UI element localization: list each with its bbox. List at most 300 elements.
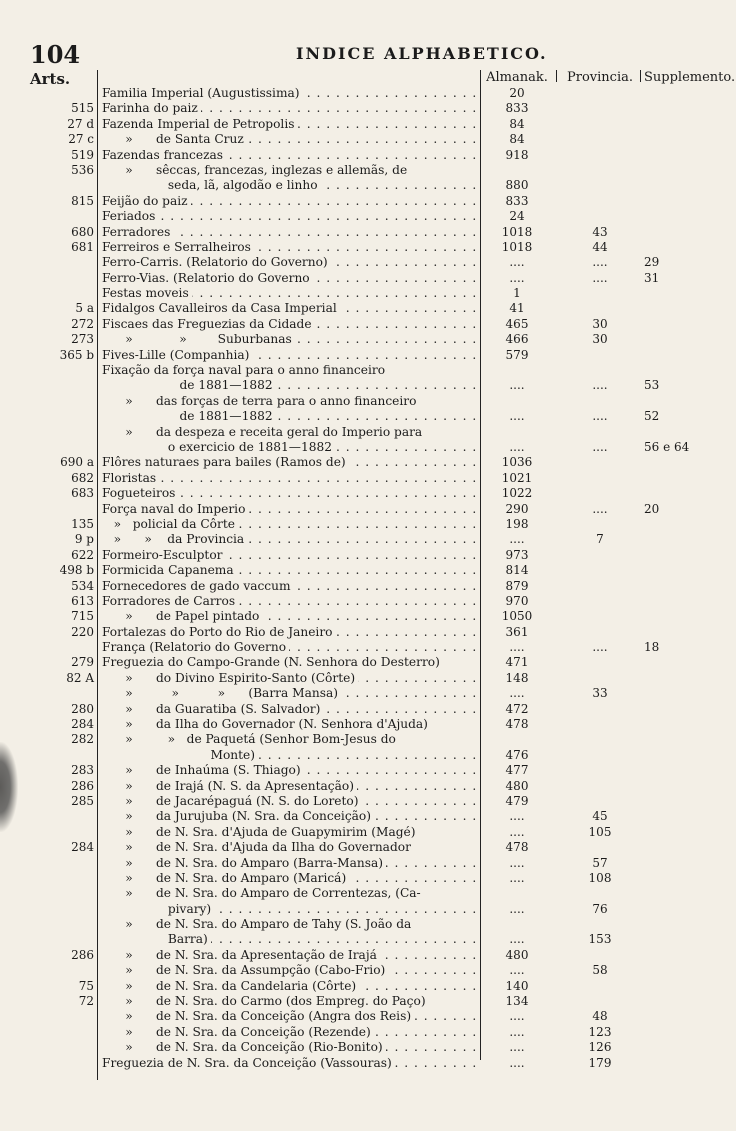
entry-text bbox=[102, 717, 478, 732]
supplemento-page: 31 bbox=[644, 270, 660, 285]
entry-text bbox=[102, 363, 478, 378]
entry-text bbox=[102, 471, 478, 486]
entry-text bbox=[102, 1056, 478, 1071]
entry-label: Ferreiros e Serralheiros bbox=[102, 240, 254, 254]
index-row bbox=[0, 732, 736, 747]
index-row bbox=[0, 1025, 736, 1040]
article-number: 622 bbox=[71, 547, 94, 562]
entry-text bbox=[102, 101, 478, 116]
entry-label: Ferradores bbox=[102, 225, 173, 239]
index-row bbox=[0, 702, 736, 717]
index-row bbox=[0, 763, 736, 778]
entry-label: » de N. Sra. do Carmo (dos Empreg. do Paço) bbox=[102, 994, 429, 1008]
index-row bbox=[0, 440, 736, 455]
index-row bbox=[0, 363, 736, 378]
entry-text bbox=[102, 763, 478, 778]
article-number: 284 bbox=[71, 840, 94, 855]
article-number: 283 bbox=[71, 763, 94, 778]
provincia-page: .... bbox=[592, 270, 608, 285]
entry-text bbox=[102, 886, 478, 901]
entry-label: » de N. Sra. do Amparo de Correntezas, (Ca- bbox=[102, 886, 424, 900]
entry-text bbox=[102, 425, 478, 440]
entry-label: » » Suburbanas bbox=[102, 332, 295, 346]
entry-text bbox=[102, 532, 478, 547]
entry-label: pivary) bbox=[102, 902, 214, 916]
entry-label: » da despeza e receita geral do Imperio para bbox=[102, 425, 425, 439]
page-number: 104 bbox=[30, 40, 81, 69]
entry-label: » de N. Sra. da Assumpção (Cabo-Frio) bbox=[102, 963, 388, 977]
almanak-page: 140 bbox=[505, 978, 529, 993]
supplemento-page: 56 e 64 bbox=[644, 439, 690, 454]
provincia-page: 45 bbox=[592, 809, 608, 824]
article-number: 220 bbox=[71, 624, 94, 639]
almanak-page: .... bbox=[509, 932, 525, 947]
entry-text bbox=[102, 902, 478, 917]
almanak-page: .... bbox=[509, 270, 525, 285]
almanak-page: 1050 bbox=[501, 609, 533, 624]
index-row bbox=[0, 856, 736, 871]
entry-label: » de N. Sra. da Apresentação de Irajá bbox=[102, 948, 380, 962]
almanak-page: .... bbox=[509, 1055, 525, 1070]
index-row bbox=[0, 640, 736, 655]
index-row bbox=[0, 748, 736, 763]
almanak-page: 1018 bbox=[501, 239, 533, 254]
article-number: 27 c bbox=[68, 132, 94, 147]
index-row bbox=[0, 671, 736, 686]
index-row bbox=[0, 471, 736, 486]
running-title: INDICE ALPHABETICO. bbox=[296, 44, 548, 63]
entry-text bbox=[102, 1009, 478, 1024]
index-row bbox=[0, 225, 736, 240]
entry-text bbox=[102, 502, 478, 517]
almanak-page: 1018 bbox=[501, 224, 533, 239]
article-number: 519 bbox=[71, 147, 94, 162]
article-number: 272 bbox=[71, 316, 94, 331]
entry-label: » de Inhaúma (S. Thiago) bbox=[102, 763, 304, 777]
entry-text bbox=[102, 378, 478, 393]
index-row bbox=[0, 240, 736, 255]
index-row bbox=[0, 86, 736, 101]
index-row bbox=[0, 394, 736, 409]
entry-text bbox=[102, 994, 478, 1009]
entry-label: » de N. Sra. da Candelaria (Côrte) bbox=[102, 979, 359, 993]
entry-text bbox=[102, 148, 478, 163]
almanak-page: 879 bbox=[505, 578, 529, 593]
index-row bbox=[0, 301, 736, 316]
provincia-page: .... bbox=[592, 378, 608, 393]
entry-text bbox=[102, 625, 478, 640]
entry-label: » de Santa Cruz bbox=[102, 132, 247, 146]
index-row bbox=[0, 579, 736, 594]
index-row bbox=[0, 271, 736, 286]
index-row bbox=[0, 317, 736, 332]
article-number: 27 d bbox=[67, 116, 94, 131]
entry-label: de 1881—1882 bbox=[102, 378, 276, 392]
almanak-page: 973 bbox=[505, 547, 529, 562]
entry-label: Feijão do paiz bbox=[102, 194, 191, 208]
almanak-page: 198 bbox=[505, 516, 529, 531]
entry-text bbox=[102, 1040, 478, 1055]
index-row bbox=[0, 148, 736, 163]
entry-text bbox=[102, 563, 478, 578]
entry-text bbox=[102, 871, 478, 886]
almanak-page: 290 bbox=[505, 501, 529, 516]
almanak-page: .... bbox=[509, 686, 525, 701]
index-row bbox=[0, 117, 736, 132]
entry-label: » de N. Sra. d'Ajuda da Ilha do Governador bbox=[102, 840, 414, 854]
entry-label: Fiscaes das Freguezias da Cidade bbox=[102, 317, 315, 331]
entry-text bbox=[102, 548, 478, 563]
column-header-provincia: Provincia. bbox=[567, 70, 633, 85]
almanak-page: 1021 bbox=[501, 470, 533, 485]
almanak-page: 466 bbox=[505, 332, 529, 347]
entry-label: » de N. Sra. d'Ajuda de Guapymirim (Magé) bbox=[102, 825, 418, 839]
almanak-page: .... bbox=[509, 1009, 525, 1024]
entry-text bbox=[102, 1025, 478, 1040]
entry-label: Formicida Capanema bbox=[102, 563, 237, 577]
index-row bbox=[0, 809, 736, 824]
provincia-page: 76 bbox=[592, 901, 608, 916]
supplemento-page: 18 bbox=[644, 640, 660, 655]
index-row bbox=[0, 871, 736, 886]
entry-text bbox=[102, 963, 478, 978]
almanak-page: 361 bbox=[505, 624, 529, 639]
article-number: 515 bbox=[71, 101, 94, 116]
provincia-page: 108 bbox=[588, 870, 612, 885]
entry-text bbox=[102, 809, 478, 824]
column-header-almanak: Almanak. bbox=[486, 70, 548, 85]
entry-label: » de Papel pintado bbox=[102, 609, 262, 623]
index-row bbox=[0, 178, 736, 193]
index-row bbox=[0, 378, 736, 393]
almanak-page: 465 bbox=[505, 316, 529, 331]
index-row bbox=[0, 502, 736, 517]
almanak-page: 1022 bbox=[501, 486, 533, 501]
entry-text bbox=[102, 286, 478, 301]
almanak-page: 478 bbox=[505, 717, 529, 732]
index-row bbox=[0, 348, 736, 363]
index-row bbox=[0, 1040, 736, 1055]
index-row bbox=[0, 625, 736, 640]
entry-label: » de Jacarépaguá (N. S. do Loreto) bbox=[102, 794, 362, 808]
index-row bbox=[0, 255, 736, 270]
entry-label: » de N. Sra. do Amparo de Tahy (S. João da bbox=[102, 917, 414, 931]
article-number: 715 bbox=[71, 609, 94, 624]
entry-text bbox=[102, 486, 478, 501]
entry-label: » de Irajá (N. S. da Apresentação) bbox=[102, 779, 357, 793]
index-row bbox=[0, 455, 736, 470]
article-number: 282 bbox=[71, 732, 94, 747]
entry-label: » sêccas, francezas, inglezas e allemãs, de bbox=[102, 163, 410, 177]
entry-label: Fives-Lille (Companhia) bbox=[102, 348, 252, 362]
entry-label: » » » (Barra Mansa) bbox=[102, 686, 341, 700]
provincia-page: .... bbox=[592, 409, 608, 424]
article-number: 273 bbox=[71, 332, 94, 347]
index-row bbox=[0, 994, 736, 1009]
entry-text bbox=[102, 655, 478, 670]
article-number: 5 a bbox=[75, 301, 94, 316]
entry-label: Freguezia do Campo-Grande (N. Senhora do Desterro) bbox=[102, 655, 443, 669]
entry-label: Formeiro-Esculptor bbox=[102, 548, 226, 562]
almanak-page: 20 bbox=[509, 86, 525, 100]
entry-label: » de N. Sra. da Conceição (Rio-Bonito) bbox=[102, 1040, 386, 1054]
provincia-page: .... bbox=[592, 439, 608, 454]
entry-label: » de N. Sra. da Conceição (Rezende) bbox=[102, 1025, 374, 1039]
entry-text bbox=[102, 748, 478, 763]
entry-label: seda, lã, algodão e linho bbox=[102, 178, 321, 192]
entry-label: Ferro-Vias. (Relatorio do Governo bbox=[102, 271, 313, 285]
supplemento-page: 52 bbox=[644, 409, 660, 424]
entry-label: Barra) bbox=[102, 932, 211, 946]
article-number: 365 b bbox=[59, 347, 94, 362]
index-row bbox=[0, 609, 736, 624]
almanak-page: 478 bbox=[505, 840, 529, 855]
entry-label: » de N. Sra. da Conceição (Angra dos Reis) bbox=[102, 1009, 414, 1023]
almanak-page: 579 bbox=[505, 347, 529, 362]
entry-label: » de N. Sra. do Amparo (Barra-Mansa) bbox=[102, 856, 386, 870]
entry-text bbox=[102, 609, 478, 624]
entry-text bbox=[102, 178, 478, 193]
provincia-page: 7 bbox=[596, 532, 604, 547]
index-row bbox=[0, 932, 736, 947]
almanak-page: 814 bbox=[505, 563, 529, 578]
article-number: 82 A bbox=[66, 670, 94, 685]
almanak-page: .... bbox=[509, 439, 525, 454]
column-rule-almanak bbox=[556, 70, 557, 82]
entry-text bbox=[102, 440, 478, 455]
entry-label: o exercicio de 1881—1882 bbox=[102, 440, 335, 454]
article-number: 285 bbox=[71, 793, 94, 808]
entry-text bbox=[102, 640, 478, 655]
index-row bbox=[0, 101, 736, 116]
entry-text bbox=[102, 225, 478, 240]
column-header-arts: Arts. bbox=[30, 70, 71, 88]
provincia-page: 126 bbox=[588, 1040, 612, 1055]
article-number: 815 bbox=[71, 193, 94, 208]
entry-text bbox=[102, 979, 478, 994]
entry-label: » de N. Sra. do Amparo (Maricá) bbox=[102, 871, 349, 885]
almanak-page: .... bbox=[509, 809, 525, 824]
provincia-page: 30 bbox=[592, 316, 608, 331]
almanak-page: .... bbox=[509, 1024, 525, 1039]
entry-text bbox=[102, 86, 478, 101]
article-number: 72 bbox=[78, 994, 94, 1009]
almanak-page: 41 bbox=[509, 301, 525, 316]
entry-label: Familia Imperial (Augustissima) bbox=[102, 86, 303, 100]
entry-text bbox=[102, 409, 478, 424]
entry-label: Fogueteiros bbox=[102, 486, 178, 500]
index-row bbox=[0, 532, 736, 547]
entry-text bbox=[102, 686, 478, 701]
entry-label: » » de Paquetá (Senhor Bom-Jesus do bbox=[102, 732, 399, 746]
almanak-page: .... bbox=[509, 855, 525, 870]
entry-label: » do Divino Espirito-Santo (Côrte) bbox=[102, 671, 358, 685]
index-row bbox=[0, 979, 736, 994]
entry-label: Fixação da força naval para o anno financeiro bbox=[102, 363, 388, 377]
provincia-page: .... bbox=[592, 640, 608, 655]
article-number: 690 a bbox=[60, 455, 94, 470]
article-number: 613 bbox=[71, 593, 94, 608]
index-row bbox=[0, 1056, 736, 1071]
index-row bbox=[0, 825, 736, 840]
provincia-page: 153 bbox=[588, 932, 612, 947]
article-number: 280 bbox=[71, 701, 94, 716]
entry-label: Fidalgos Cavalleiros da Casa Imperial bbox=[102, 301, 340, 315]
almanak-page: 833 bbox=[505, 101, 529, 116]
article-number: 681 bbox=[71, 239, 94, 254]
entry-text bbox=[102, 579, 478, 594]
article-number: 286 bbox=[71, 947, 94, 962]
entry-label: » » da Provincia bbox=[102, 532, 247, 546]
provincia-page: .... bbox=[592, 255, 608, 270]
almanak-page: 918 bbox=[505, 147, 529, 162]
entry-text bbox=[102, 455, 478, 470]
entry-label: » das forças de terra para o anno financeiro bbox=[102, 394, 419, 408]
entry-label: Floristas bbox=[102, 471, 159, 485]
supplemento-page: 20 bbox=[644, 501, 660, 516]
entry-label: Fornecedores de gado vaccum bbox=[102, 579, 294, 593]
almanak-page: 480 bbox=[505, 778, 529, 793]
almanak-page: 472 bbox=[505, 701, 529, 716]
entry-label: » da Ilha do Governador (N. Senhora d'Ajuda) bbox=[102, 717, 431, 731]
entry-label: Freguezia de N. Sra. da Conceição (Vassouras) bbox=[102, 1056, 395, 1070]
almanak-page: 1 bbox=[513, 286, 521, 301]
provincia-page: 48 bbox=[592, 1009, 608, 1024]
entry-label: Feriados bbox=[102, 209, 158, 223]
article-number: 75 bbox=[78, 978, 94, 993]
entry-text bbox=[102, 825, 478, 840]
entry-text bbox=[102, 671, 478, 686]
index-row bbox=[0, 209, 736, 224]
index-row bbox=[0, 963, 736, 978]
index-row bbox=[0, 563, 736, 578]
entry-text bbox=[102, 794, 478, 809]
provincia-page: 105 bbox=[588, 824, 612, 839]
entry-text bbox=[102, 856, 478, 871]
index-row bbox=[0, 194, 736, 209]
index-row bbox=[0, 779, 736, 794]
entry-label: » da Jurujuba (N. Sra. da Conceição) bbox=[102, 809, 374, 823]
entry-label: de 1881—1882 bbox=[102, 409, 276, 423]
index-row bbox=[0, 917, 736, 932]
almanak-page: .... bbox=[509, 1040, 525, 1055]
index-row bbox=[0, 548, 736, 563]
article-number: 680 bbox=[71, 224, 94, 239]
index-row bbox=[0, 409, 736, 424]
provincia-page: 30 bbox=[592, 332, 608, 347]
entry-label: » da Guaratiba (S. Salvador) bbox=[102, 702, 323, 716]
almanak-page: .... bbox=[509, 255, 525, 270]
entry-text bbox=[102, 271, 478, 286]
entry-label: Ferro-Carris. (Relatorio do Governo) bbox=[102, 255, 331, 269]
almanak-page: 880 bbox=[505, 178, 529, 193]
entry-label: Flôres naturaes para bailes (Ramos de) bbox=[102, 455, 349, 469]
almanak-page: 134 bbox=[505, 994, 529, 1009]
almanak-page: .... bbox=[509, 870, 525, 885]
entry-text bbox=[102, 348, 478, 363]
article-number: 284 bbox=[71, 717, 94, 732]
article-number: 498 b bbox=[59, 563, 94, 578]
index-row bbox=[0, 948, 736, 963]
entry-text bbox=[102, 702, 478, 717]
index-row bbox=[0, 332, 736, 347]
entry-text bbox=[102, 932, 478, 947]
entry-label: Fazendas francezas bbox=[102, 148, 226, 162]
index-row bbox=[0, 686, 736, 701]
almanak-page: 477 bbox=[505, 763, 529, 778]
entry-label: » policial da Côrte bbox=[102, 517, 238, 531]
almanak-page: .... bbox=[509, 824, 525, 839]
almanak-page: 1036 bbox=[501, 455, 533, 470]
provincia-page: 57 bbox=[592, 855, 608, 870]
article-number: 536 bbox=[71, 162, 94, 177]
binding-stain bbox=[0, 742, 18, 832]
index-row bbox=[0, 1009, 736, 1024]
almanak-page: .... bbox=[509, 640, 525, 655]
provincia-page: .... bbox=[592, 501, 608, 516]
almanak-page: 24 bbox=[509, 209, 525, 224]
entry-text bbox=[102, 301, 478, 316]
almanak-page: 471 bbox=[505, 655, 529, 670]
article-number: 9 p bbox=[74, 532, 94, 547]
entry-label: Forradores de Carros bbox=[102, 594, 238, 608]
supplemento-page: 53 bbox=[644, 378, 660, 393]
column-header-supplemento: Supplemento. bbox=[644, 70, 736, 85]
entry-text bbox=[102, 779, 478, 794]
column-rule-provincia bbox=[640, 70, 641, 82]
article-number: 135 bbox=[71, 516, 94, 531]
almanak-page: 833 bbox=[505, 193, 529, 208]
entry-label: Fazenda Imperial de Petropolis bbox=[102, 117, 297, 131]
index-row bbox=[0, 286, 736, 301]
index-row bbox=[0, 840, 736, 855]
almanak-page: 970 bbox=[505, 593, 529, 608]
index-row bbox=[0, 425, 736, 440]
entry-label: Festas moveis bbox=[102, 286, 192, 300]
index-row bbox=[0, 655, 736, 670]
entry-text bbox=[102, 394, 478, 409]
almanak-page: 148 bbox=[505, 670, 529, 685]
provincia-page: 58 bbox=[592, 963, 608, 978]
almanak-page: 476 bbox=[505, 747, 529, 762]
almanak-page: .... bbox=[509, 963, 525, 978]
article-number: 534 bbox=[71, 578, 94, 593]
entry-text bbox=[102, 240, 478, 255]
entry-text bbox=[102, 194, 478, 209]
provincia-page: 123 bbox=[588, 1024, 612, 1039]
almanak-page: .... bbox=[509, 901, 525, 916]
entry-text bbox=[102, 317, 478, 332]
entry-label: Força naval do Imperio bbox=[102, 502, 248, 516]
entry-text bbox=[102, 732, 478, 747]
almanak-page: .... bbox=[509, 378, 525, 393]
entry-text bbox=[102, 594, 478, 609]
entry-text bbox=[102, 163, 478, 178]
entry-text bbox=[102, 332, 478, 347]
index-row bbox=[0, 594, 736, 609]
index-row bbox=[0, 163, 736, 178]
entry-label: Fortalezas do Porto do Rio de Janeiro bbox=[102, 625, 336, 639]
almanak-page: 479 bbox=[505, 793, 529, 808]
almanak-page: 84 bbox=[509, 116, 525, 131]
entry-text bbox=[102, 209, 478, 224]
entry-text bbox=[102, 117, 478, 132]
article-number: 683 bbox=[71, 486, 94, 501]
article-number: 682 bbox=[71, 470, 94, 485]
provincia-page: 43 bbox=[592, 224, 608, 239]
index-row bbox=[0, 486, 736, 501]
supplemento-page: 29 bbox=[644, 255, 660, 270]
